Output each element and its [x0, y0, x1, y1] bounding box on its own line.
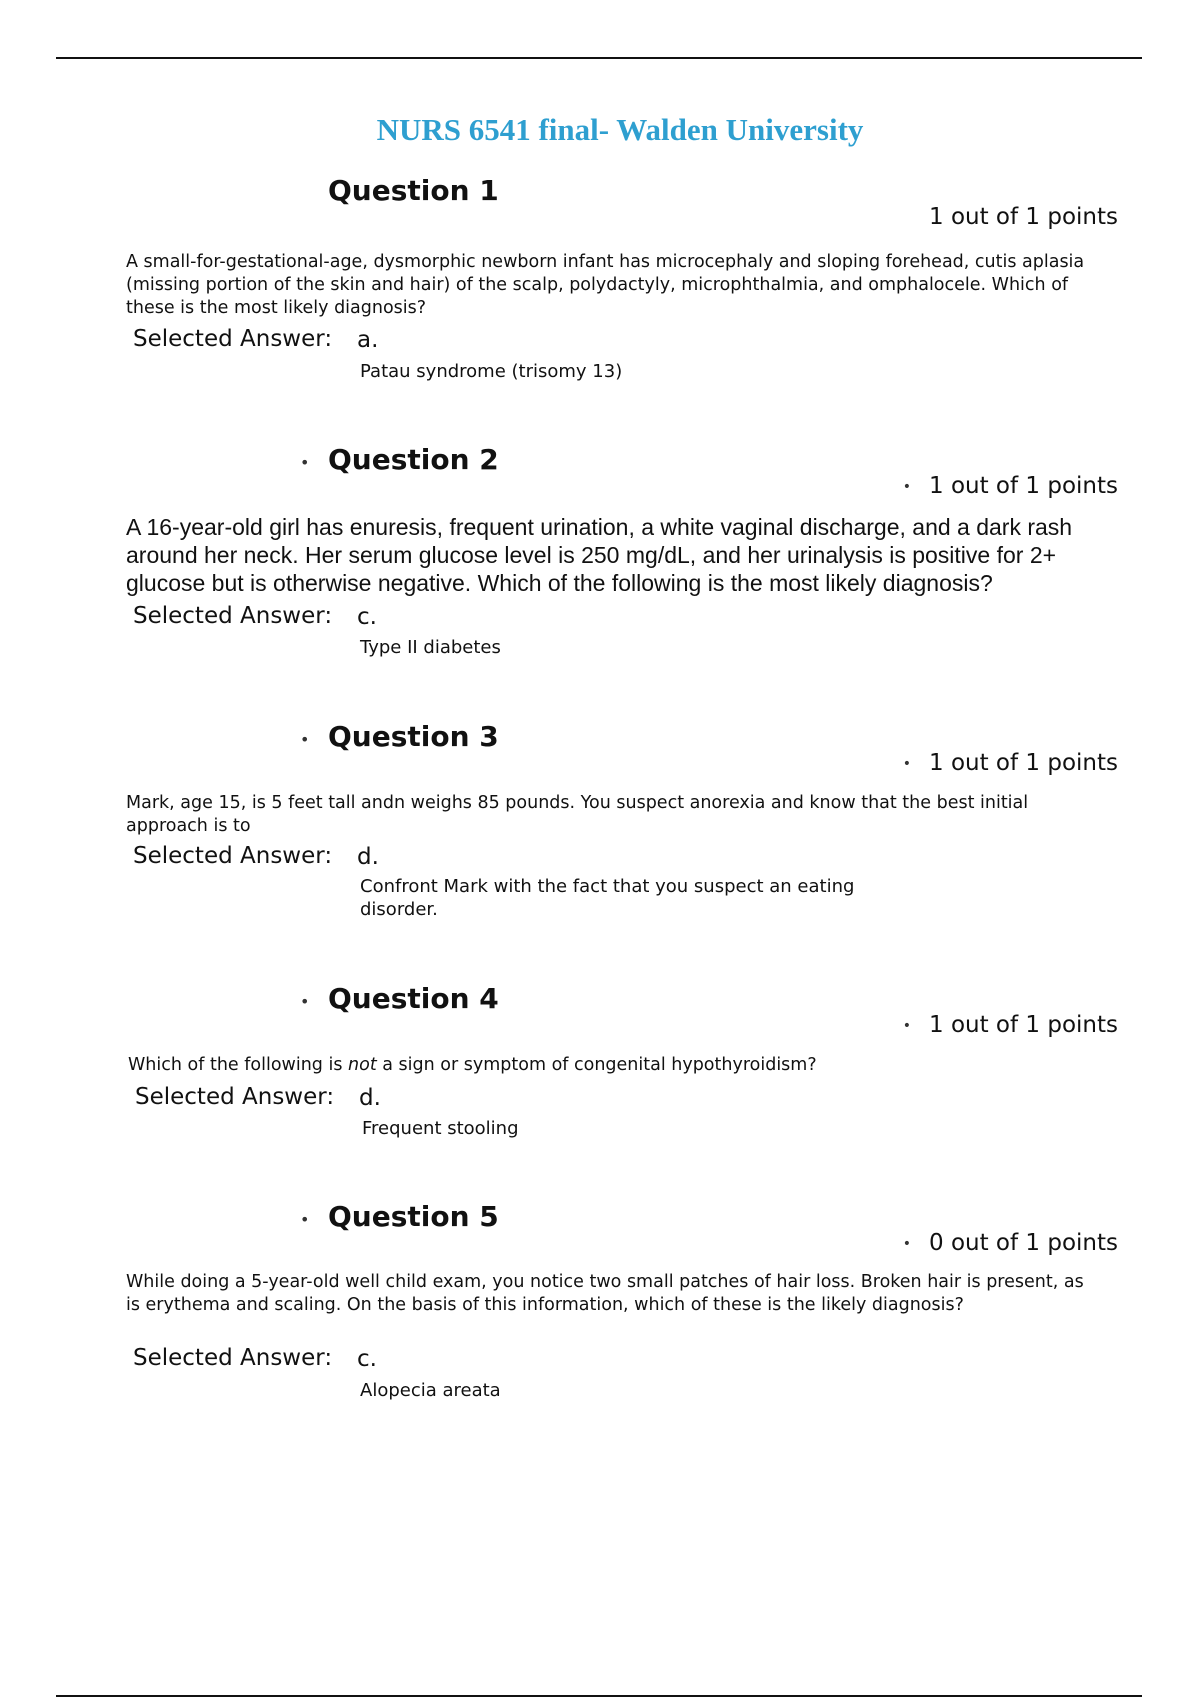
question-title: Question 5: [328, 1200, 499, 1233]
selected-answer-label: Selected Answer:: [133, 603, 333, 629]
selected-answer-label: Selected Answer:: [133, 326, 333, 352]
answer-letter: a.: [357, 327, 379, 353]
selected-answer-label: Selected Answer:: [135, 1084, 335, 1110]
answer-letter: d.: [359, 1085, 381, 1111]
question-score: [903, 750, 1118, 776]
question-text: Mark, age 15, is 5 feet tall andn weighs 85 pounds. You suspect anorexia and know that the best initial approach is to: [126, 793, 1029, 836]
question-title: Question 2: [328, 443, 499, 476]
answer-letter: c.: [357, 1346, 377, 1372]
bottom-rule: [56, 1695, 1142, 1697]
bullet-icon: •: [902, 478, 911, 495]
bullet-icon: •: [300, 1210, 310, 1229]
bullet-icon: •: [300, 992, 310, 1011]
score-text: 1 out of 1 points: [929, 750, 1118, 776]
score-text: 0 out of 1 points: [929, 1230, 1118, 1256]
bullet-icon: •: [902, 755, 911, 772]
question-title: Question 4: [328, 982, 499, 1015]
answer-text: Type II diabetes: [360, 637, 501, 658]
question-score: [903, 1012, 1118, 1038]
question-text-after: a sign or symptom of congenital hypothyroidism?: [376, 1055, 817, 1075]
score-text: 1 out of 1 points: [929, 473, 1118, 499]
bullet-icon: •: [902, 1235, 911, 1252]
question-title: Question 1: [328, 174, 499, 207]
answer-text: Confront Mark with the fact that you suspect an eating disorder.: [360, 876, 855, 920]
selected-answer-label: Selected Answer:: [133, 843, 333, 869]
question-title: Question 3: [328, 720, 499, 753]
score-text: 1 out of 1 points: [929, 1012, 1118, 1038]
question-score: [903, 473, 1118, 499]
answer-letter: d.: [357, 844, 379, 870]
question-score: [903, 1230, 1118, 1256]
question-score: [929, 204, 1118, 230]
question-text: A small-for-gestational-age, dysmorphic newborn infant has microcephaly and sloping forehead, cutis aplasia (missing portion of the skin and hair) of the scalp, polydactyly, microphthalmia, and omphalocele. Which of these is the most likely diagnosis?: [126, 252, 1085, 318]
answer-text: Alopecia areata: [360, 1380, 501, 1401]
question-text-before: Which of the following is: [128, 1055, 349, 1075]
selected-answer-label: Selected Answer:: [133, 1345, 333, 1371]
bullet-icon: •: [902, 1017, 911, 1034]
answer-letter: c.: [357, 604, 377, 630]
question-text-emphasis: not: [348, 1055, 377, 1075]
score-text: 1 out of 1 points: [929, 204, 1118, 230]
answer-text: Frequent stooling: [362, 1118, 519, 1139]
answer-text: Patau syndrome (trisomy 13): [360, 361, 623, 382]
bullet-icon: •: [300, 730, 310, 749]
question-text: [128, 1054, 1088, 1077]
bullet-icon: •: [300, 453, 310, 472]
question-text: A 16-year-old girl has enuresis, frequent urination, a white vaginal discharge, and a dark rash around her neck. Her serum glucose level is 250 mg/dL, and her urinalysis is positive for 2+ glucose but is otherwise negative. Which of the following is the most likely diagnosis?: [126, 514, 1073, 596]
top-rule: [56, 57, 1142, 59]
question-text: While doing a 5-year-old well child exam, you notice two small patches of hair loss. Broken hair is present, as is erythema and scaling. On the basis of this information, which of these is the likely diagnosis?: [126, 1272, 1084, 1315]
document-title: NURS 6541 final- Walden University: [376, 112, 864, 147]
